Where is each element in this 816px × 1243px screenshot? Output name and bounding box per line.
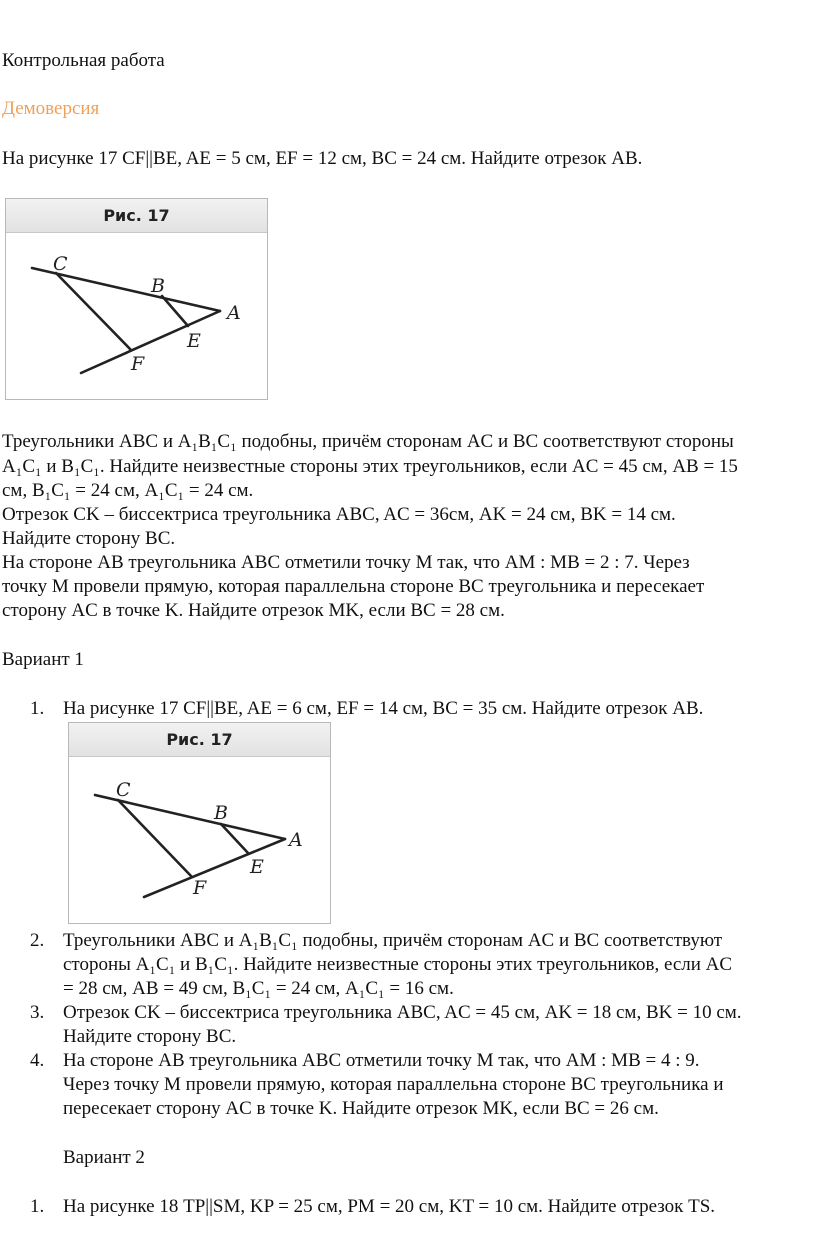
label-e: E [187, 330, 201, 352]
demo-figure-17 [5, 198, 268, 400]
segment-cf [118, 800, 192, 877]
demo-task-1: На рисунке 17 CF||BE, AE = 5 см, EF = 12 см, BC = 24 см. Найдите отрезок AB. [2, 148, 643, 169]
variant-1-item-4-line-1: На стороне AB треугольника ABC отметили точку M так, что AM : MB = 4 : 9. [63, 1050, 700, 1071]
demo-task-4-line-1: На стороне AB треугольника ABC отметили точку M так, что AM : MB = 2 : 7. Через [2, 552, 690, 573]
variant-1-item-4-line-3: пересекает сторону AC в точке K. Найдите отрезок MK, если BC = 26 см. [63, 1098, 659, 1119]
label-c: C [116, 779, 131, 801]
demo-task-2-line-1: Треугольники ABC и A₁B₁C₁ подобны, причём сторонам AC и BC соответствуют стороны [2, 431, 734, 452]
demo-task-4-line-2: точку M провели прямую, которая параллельна стороне BC треугольника и пересекает [2, 576, 705, 597]
demo-task-3-line-1: Отрезок CK – биссектриса треугольника ABC, AC = 36см, AK = 24 см, BK = 14 см. [2, 504, 676, 525]
label-a: A [227, 302, 241, 324]
label-b: B [214, 802, 228, 824]
variant-1-item-2-number: 2. [30, 930, 45, 951]
variant-1-item-4-line-2: Через точку M провели прямую, которая параллельна стороне BC треугольника и [63, 1074, 724, 1095]
demo-task-2-line-2: A₁C₁ и B₁C₁. Найдите неизвестные стороны этих треугольников, если AC = 45 см, AB = 15 [2, 456, 738, 477]
demo-task-3-line-2: Найдите сторону BC. [2, 528, 176, 549]
segment-cf [56, 273, 131, 350]
variant-1-heading: Вариант 1 [2, 649, 84, 670]
label-c: C [53, 253, 68, 275]
variant-1-item-2-line-1: Треугольники ABC и A₁B₁C₁ подобны, причём сторонам AC и BC соответствуют [63, 930, 723, 951]
variant-1-item-3-line-1: Отрезок CK – биссектриса треугольника ABC, AC = 45 см, AK = 18 см, BK = 10 см. [63, 1002, 742, 1023]
document-title: Контрольная работа [2, 50, 165, 71]
variant-1-item-3-line-2: Найдите сторону BC. [63, 1026, 237, 1047]
figure-title: Рис. 17 [69, 723, 330, 757]
label-a: A [289, 829, 303, 851]
variant-1-item-1-number: 1. [30, 698, 45, 719]
demo-heading: Демоверсия [2, 98, 100, 119]
variant-2-item-1-number: 1. [30, 1196, 45, 1217]
variant-2-item-1-text: На рисунке 18 TP||SM, KP = 25 см, PM = 20 см, KT = 10 см. Найдите отрезок TS. [63, 1196, 716, 1217]
label-e: E [250, 856, 264, 878]
label-f: F [131, 353, 145, 375]
label-b: B [151, 275, 165, 297]
label-f: F [193, 877, 207, 899]
variant-1-item-2-line-2: стороны A₁C₁ и B₁C₁. Найдите неизвестные стороны этих треугольников, если AC [63, 954, 733, 975]
variant-2-heading: Вариант 2 [63, 1147, 145, 1168]
variant-1-figure-17 [68, 722, 331, 924]
figure-title: Рис. 17 [6, 199, 267, 233]
variant-1-item-3-number: 3. [30, 1002, 45, 1023]
demo-task-4-line-3: сторону AC в точке K. Найдите отрезок MK, если BC = 28 см. [2, 600, 505, 621]
line-cba [95, 795, 285, 839]
variant-1-item-2-line-3: = 28 см, AB = 49 см, B₁C₁ = 24 см, A₁C₁ = 16 см. [63, 978, 454, 999]
variant-1-item-1-text: На рисунке 17 CF||BE, AE = 6 см, EF = 14 см, BC = 35 см. Найдите отрезок AB. [63, 698, 704, 719]
variant-1-item-4-number: 4. [30, 1050, 45, 1071]
triangle-diagram [69, 757, 330, 923]
triangle-diagram [6, 233, 267, 399]
demo-task-2-line-3: см, B₁C₁ = 24 см, A₁C₁ = 24 см. [2, 480, 254, 501]
